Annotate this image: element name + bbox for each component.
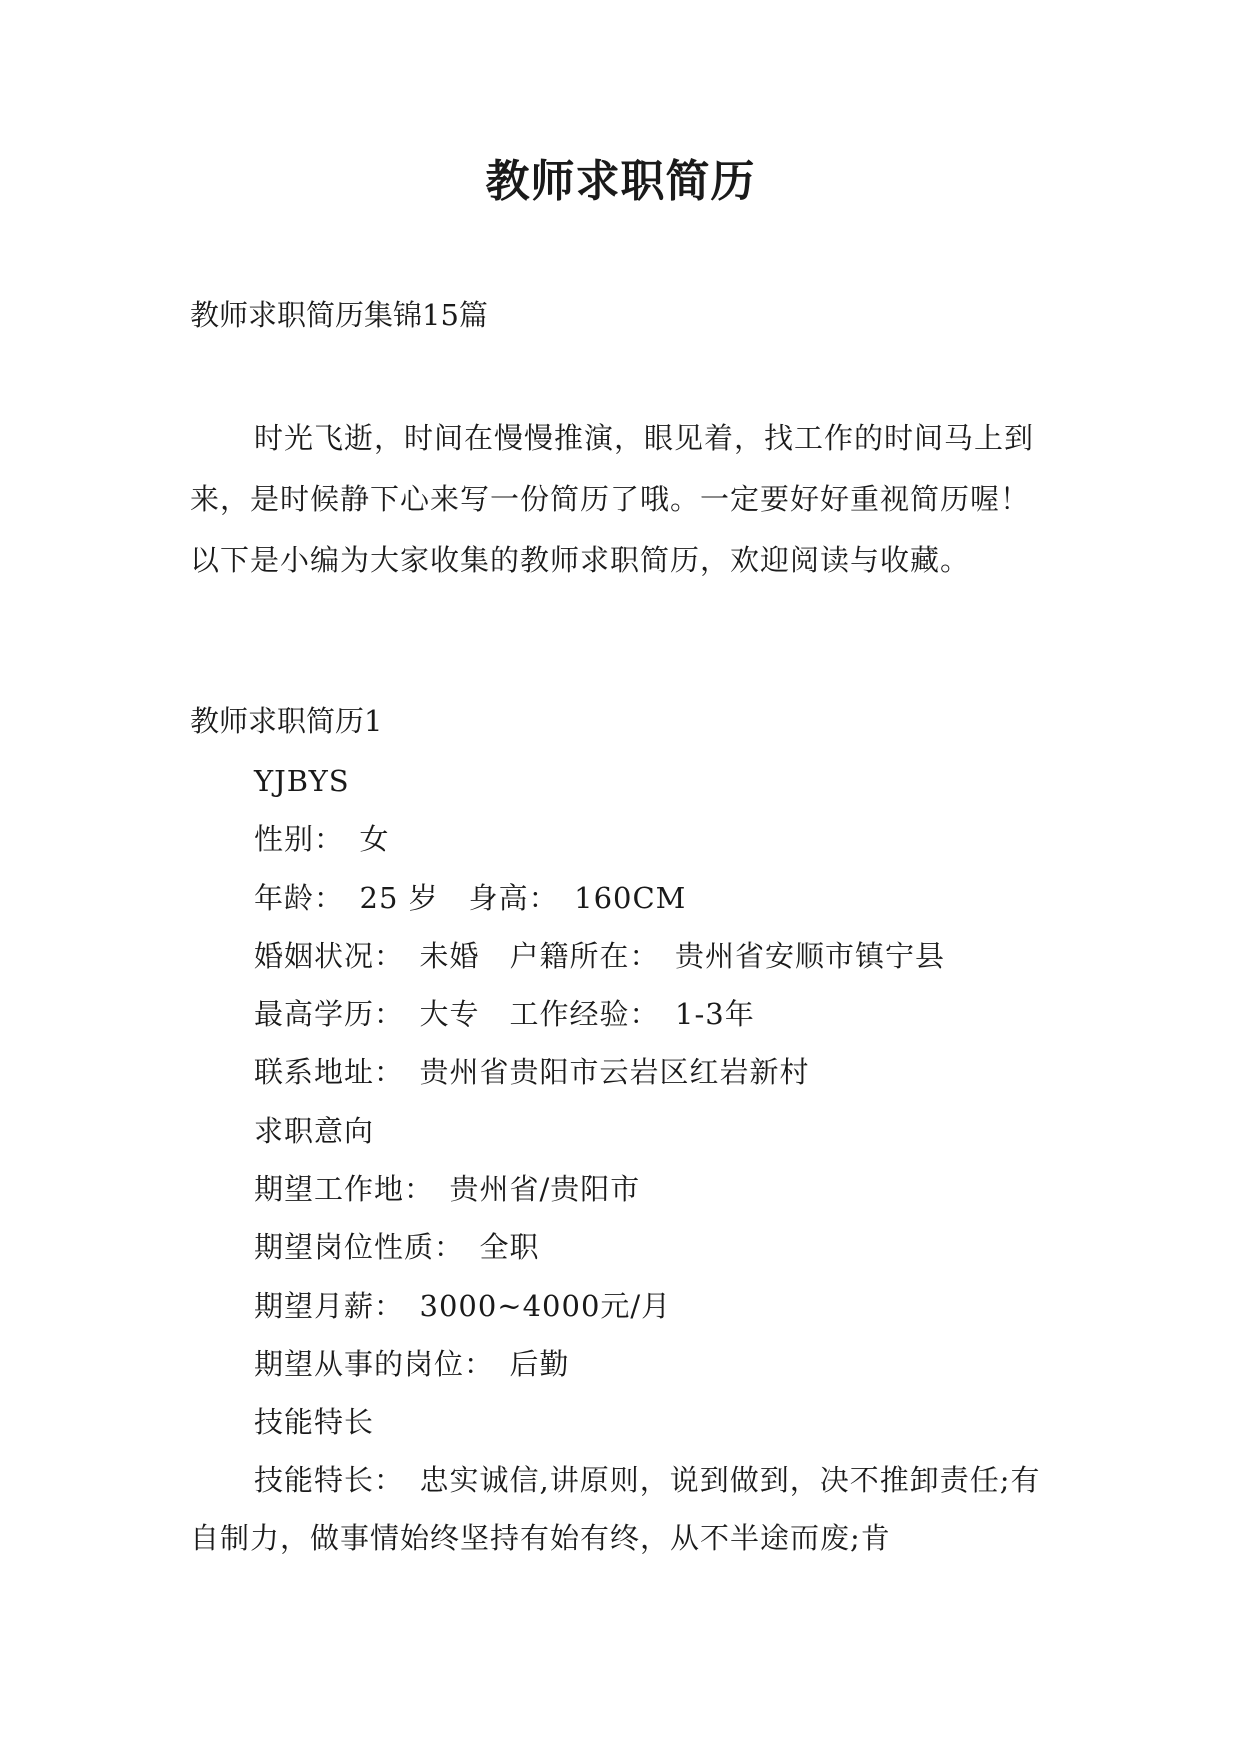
resume-line-gender: 性别： 女: [254, 822, 390, 857]
resume-line-address: 联系地址： 贵州省贵阳市云岩区红岩新村: [254, 1055, 810, 1090]
resume-line-marital-hometown: 婚姻状况： 未婚 户籍所在： 贵州省安顺市镇宁县: [254, 938, 946, 973]
resume-heading-job-intention: 求职意向: [254, 1113, 375, 1148]
document-subtitle: 教师求职简历集锦15篇: [190, 298, 488, 332]
resume-line-expected-salary: 期望月薪： 3000~4000元/月: [254, 1288, 672, 1323]
resume-line-job-type: 期望岗位性质： 全职: [254, 1230, 540, 1265]
section-title: 教师求职简历1: [190, 704, 383, 738]
resume-details: [190, 752, 1052, 1452]
resume-line-expected-position: 期望从事的岗位： 后勤: [254, 1346, 570, 1381]
resume-line-age-height: 年龄： 25 岁 身高： 160CM: [254, 880, 687, 915]
resume-heading-skills: 技能特长: [254, 1405, 375, 1440]
resume-line-education-experience: 最高学历： 大专 工作经验： 1-3年: [254, 997, 755, 1032]
resume-line-name: YJBYS: [254, 764, 350, 798]
resume-line-expected-location: 期望工作地： 贵州省/贵阳市: [254, 1172, 641, 1207]
document-title: 教师求职简历: [485, 156, 756, 207]
intro-paragraph: 时光飞逝，时间在慢慢推演，眼见着，找工作的时间马上到来，是时候静下心来写一份简历了哦。一定要好好重视简历喔！以下是小编为大家收集的教师求职简历，欢迎阅读与收藏。: [190, 421, 1035, 577]
skills-paragraph: 技能特长： 忠实诚信,讲原则，说到做到，决不推卸责任;有自制力，做事情始终坚持有始有终，从不半途而废;肯: [190, 1463, 1041, 1555]
